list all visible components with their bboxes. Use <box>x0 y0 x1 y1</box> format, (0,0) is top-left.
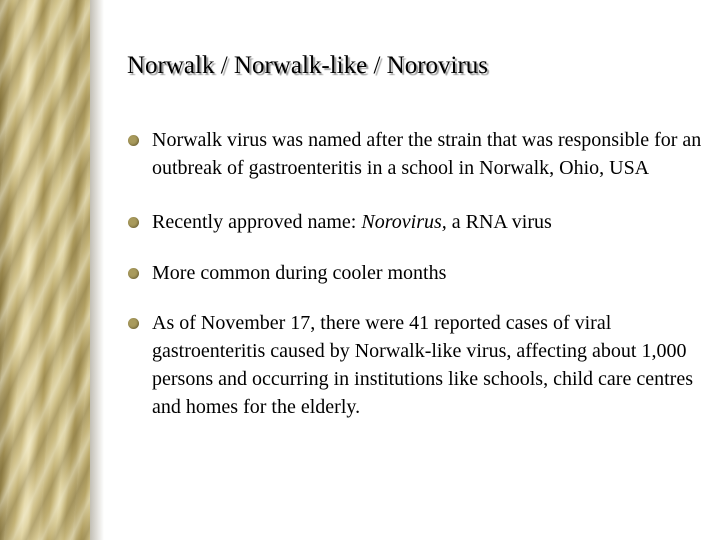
bullet-text-emphasis: Norovirus, <box>361 211 447 233</box>
slide-title: Norwalk / Norwalk-like / Norovirus <box>127 52 489 79</box>
bullet-dot-icon <box>128 135 139 146</box>
bullet-item <box>128 126 708 182</box>
bullet-dot-icon <box>128 217 139 228</box>
bullet-list <box>128 126 708 421</box>
bullet-text: As of November 17, there were 41 reported cases of viral gastroenteritis caused by Norwalk-like virus, affecting about 1,000 persons and occurring in institutions like schools, child care centres and homes for the elderly. <box>152 312 693 418</box>
bullet-text-suffix: a RNA virus <box>446 211 552 233</box>
bullet-dot-icon <box>128 268 139 279</box>
bullet-text-prefix: Recently approved name: <box>152 211 362 233</box>
bullet-text: Norwalk virus was named after the strain that was responsible for an outbreak of gastroenteritis in a school in Norwalk, Ohio, USA <box>152 129 702 179</box>
bullet-item <box>128 208 708 236</box>
bullet-item <box>128 259 708 287</box>
bullet-text: More common during cooler months <box>152 262 447 284</box>
decorative-gold-border <box>0 0 90 540</box>
bullet-item <box>128 309 708 421</box>
bullet-dot-icon <box>128 318 139 329</box>
